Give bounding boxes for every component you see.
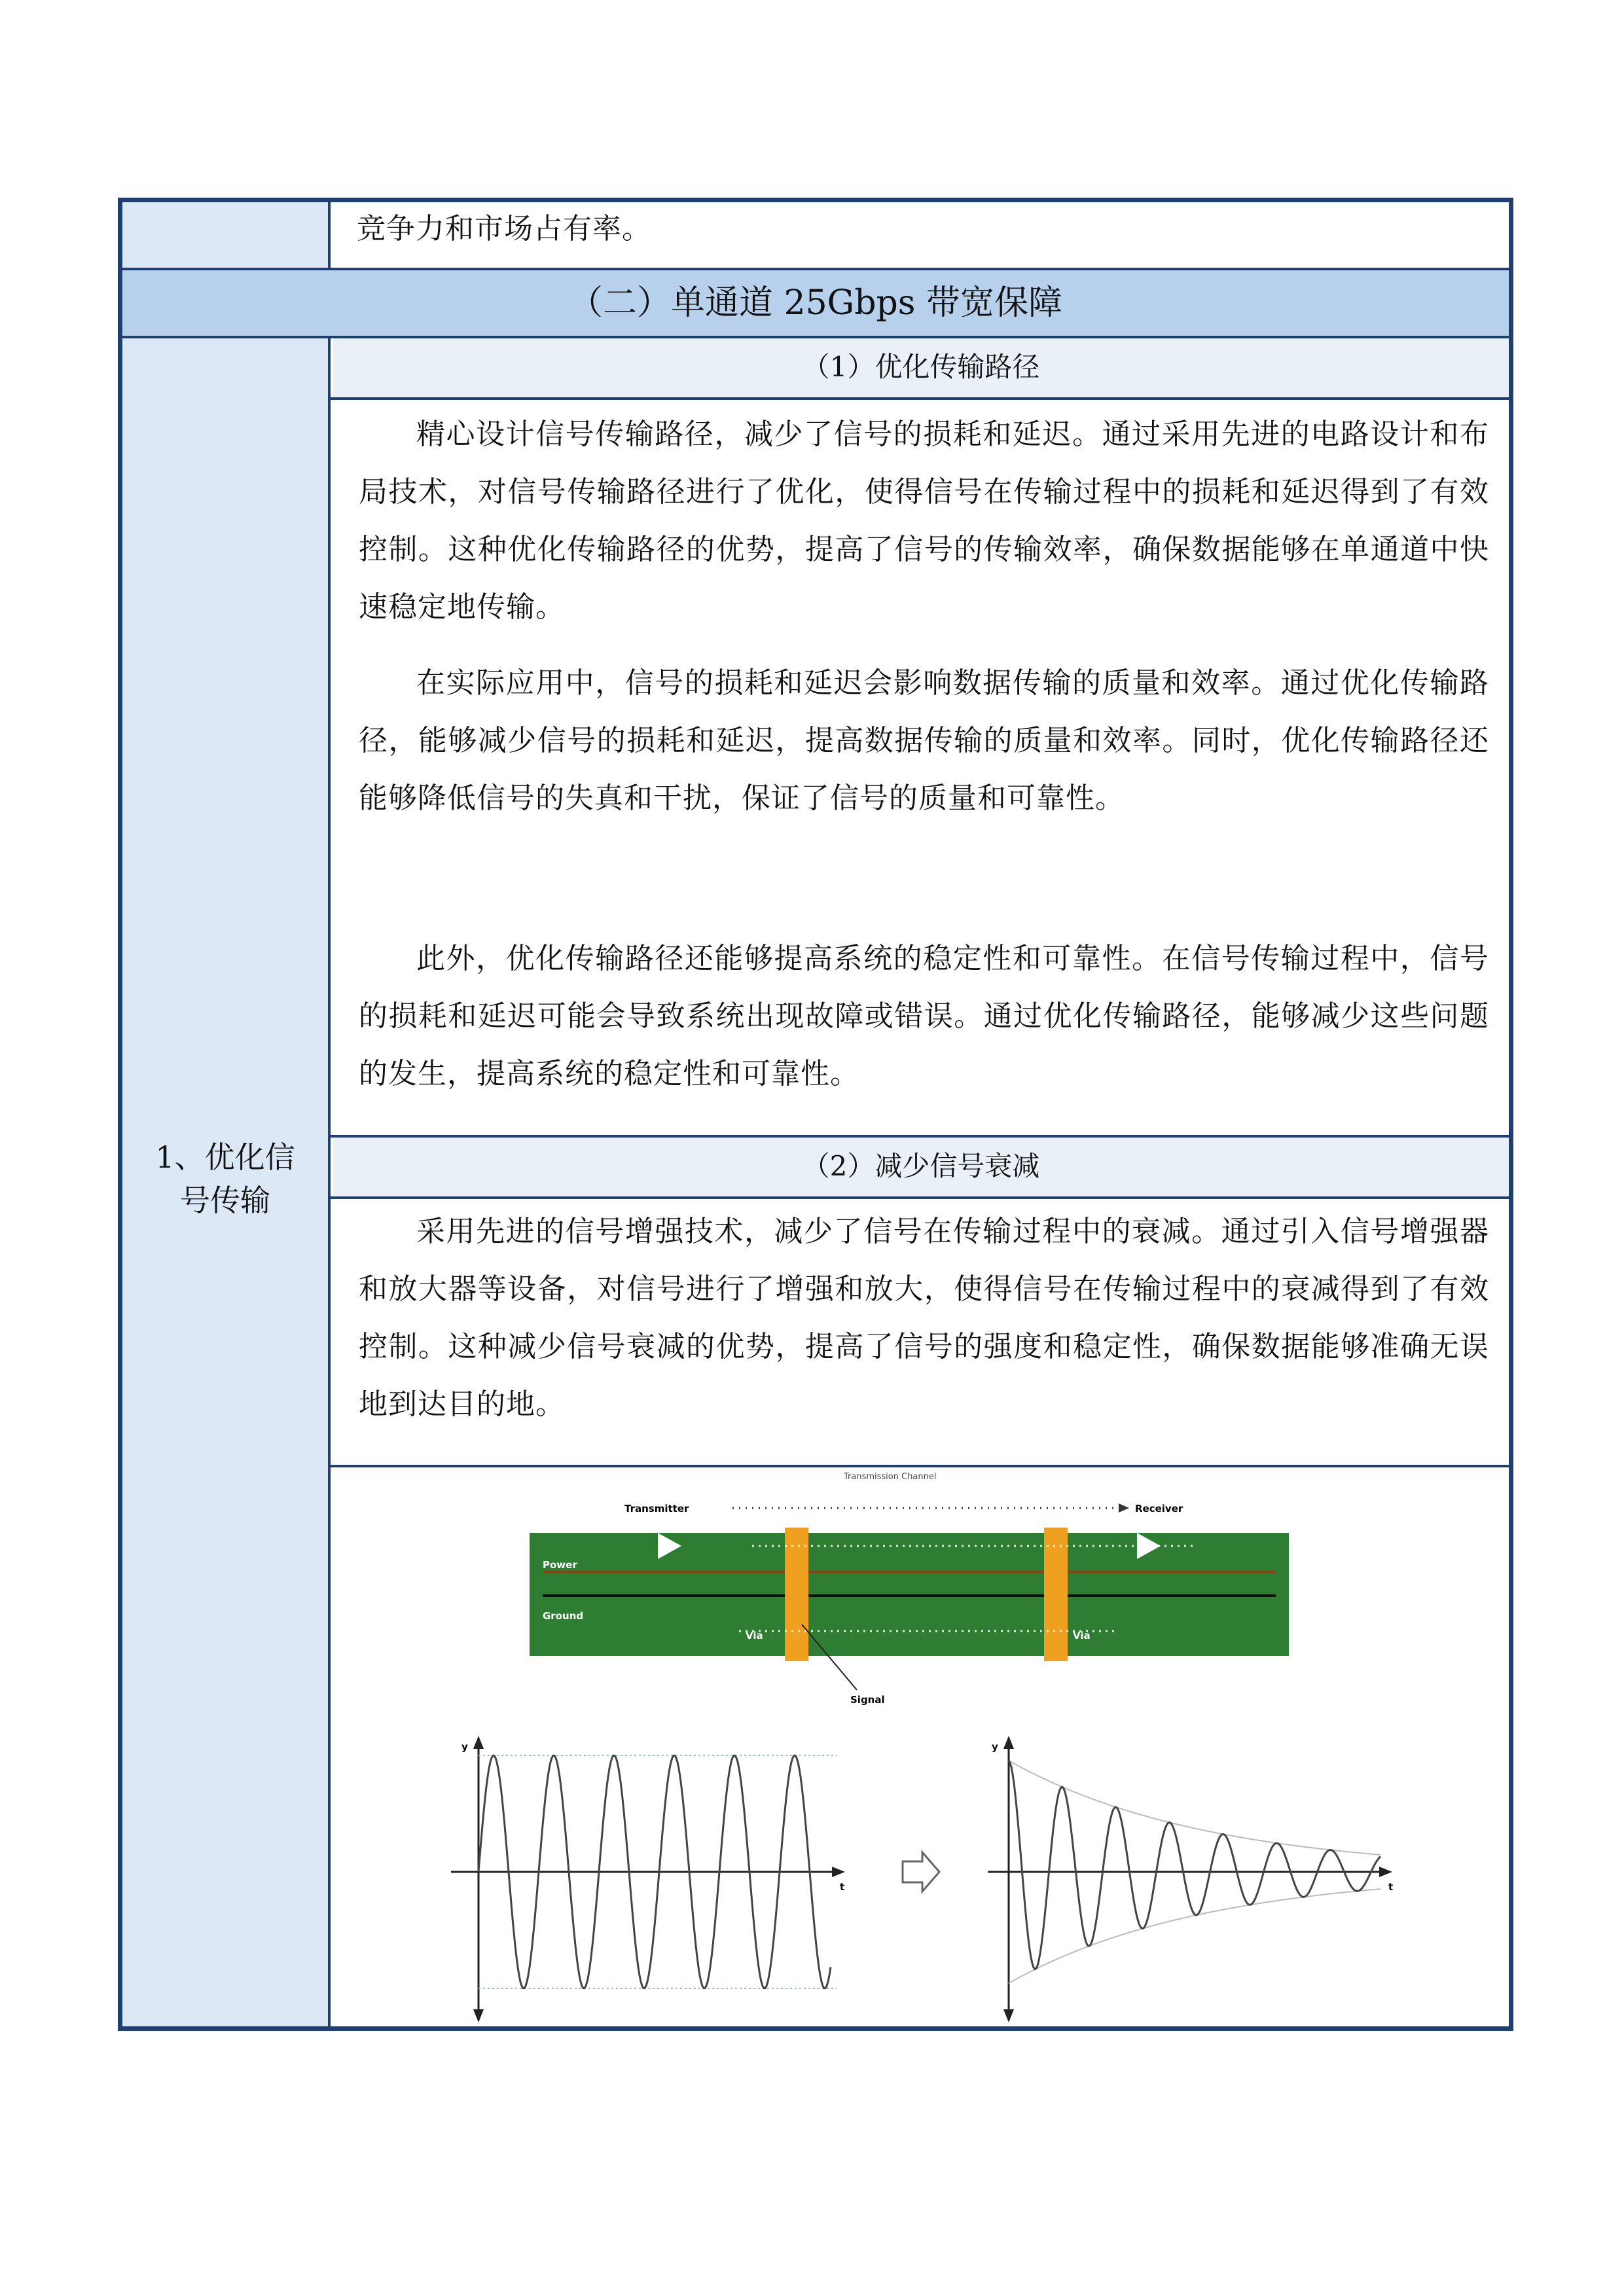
paragraph: 精心设计信号传输路径，减少了信号的损耗和延迟。通过采用先进的电路设计和布局技术，对信号传输路径进行了优化，使得信号在传输过程中的损耗和延迟得到了有效控制。这种优化传输路径的优势，提高了信号的传输效率，确保数据能够在单通道中快速稳定地传输。: [359, 418, 1489, 624]
continuation-text: 竞争力和市场占有率。: [357, 212, 651, 245]
row-divider: [331, 1196, 1513, 1199]
via-label-2: Via: [1073, 1630, 1091, 1641]
left-column-fill-top: [122, 202, 331, 268]
constant-wave-plot: [451, 1736, 845, 2022]
x-axis-label: t: [840, 1881, 845, 1893]
subsection-title-2: （2）减少信号衰减: [802, 1150, 1040, 1182]
x-axis-label: t: [1388, 1881, 1394, 1893]
column-divider: [328, 336, 331, 2031]
section-title: （二）单通道 25Gbps 带宽保障: [568, 283, 1063, 323]
row-divider: [331, 397, 1513, 400]
envelope-lower: [1009, 1889, 1380, 1983]
paragraph: 在实际应用中，信号的损耗和延迟会影响数据传输的质量和效率。通过优化传输路径，能够减少信号的损耗和延迟，提高数据传输的质量和效率。同时，优化传输路径还能够降低信号的失真和干扰，保证了信号的质量和可靠性。: [359, 666, 1489, 815]
column-divider: [328, 198, 331, 270]
via-label-1: Via: [746, 1630, 763, 1641]
y-axis-arrow: [473, 1736, 484, 1749]
signal-label: Signal: [850, 1694, 885, 1706]
receiver-label: Receiver: [1135, 1503, 1183, 1515]
transform-arrow-icon: [903, 1852, 939, 1892]
row-label-line-1: 1、优化信: [155, 1139, 295, 1175]
signal-attenuation-figure: [333, 1467, 1509, 2026]
envelope-upper: [1009, 1761, 1380, 1855]
via-2: [1044, 1528, 1068, 1661]
damped-wave-plot: [988, 1736, 1393, 2022]
y-axis-arrow: [1003, 2009, 1014, 2022]
power-label: Power: [543, 1559, 577, 1571]
y-axis-arrow: [473, 2009, 484, 2022]
channel-arrow-head: [1119, 1503, 1129, 1513]
row-label: [122, 1136, 328, 1222]
paragraph: 此外，优化传输路径还能够提高系统的稳定性和可靠性。在信号传输过程中，信号的损耗和延迟可能会导致系统出现故障或错误。通过优化传输路径，能够减少这些问题的发生，提高系统的稳定性和可靠性。: [359, 942, 1489, 1090]
channel-label: Transmission Channel: [844, 1472, 937, 1482]
damped-wave: [1009, 1761, 1380, 1969]
transmitter-label: Transmitter: [624, 1503, 689, 1515]
x-axis-arrow: [1379, 1867, 1392, 1877]
paragraph: 采用先进的信号增强技术，减少了信号在传输过程中的衰减。通过引入信号增强器和放大器等设备，对信号进行了增强和放大，使得信号在传输过程中的衰减得到了有效控制。这种减少信号衰减的优势，提高了信号的强度和稳定性，确保数据能够准确无误地到达目的地。: [359, 1215, 1489, 1421]
y-axis-label: y: [992, 1741, 998, 1753]
subsection-title-1: （1）优化传输路径: [802, 351, 1040, 383]
ground-label: Ground: [543, 1610, 584, 1622]
y-axis-arrow: [1003, 1736, 1014, 1749]
y-axis-label: y: [461, 1741, 468, 1753]
via-1: [785, 1528, 808, 1661]
row-label-line-2: 号传输: [180, 1183, 270, 1218]
x-axis-arrow: [832, 1867, 845, 1877]
